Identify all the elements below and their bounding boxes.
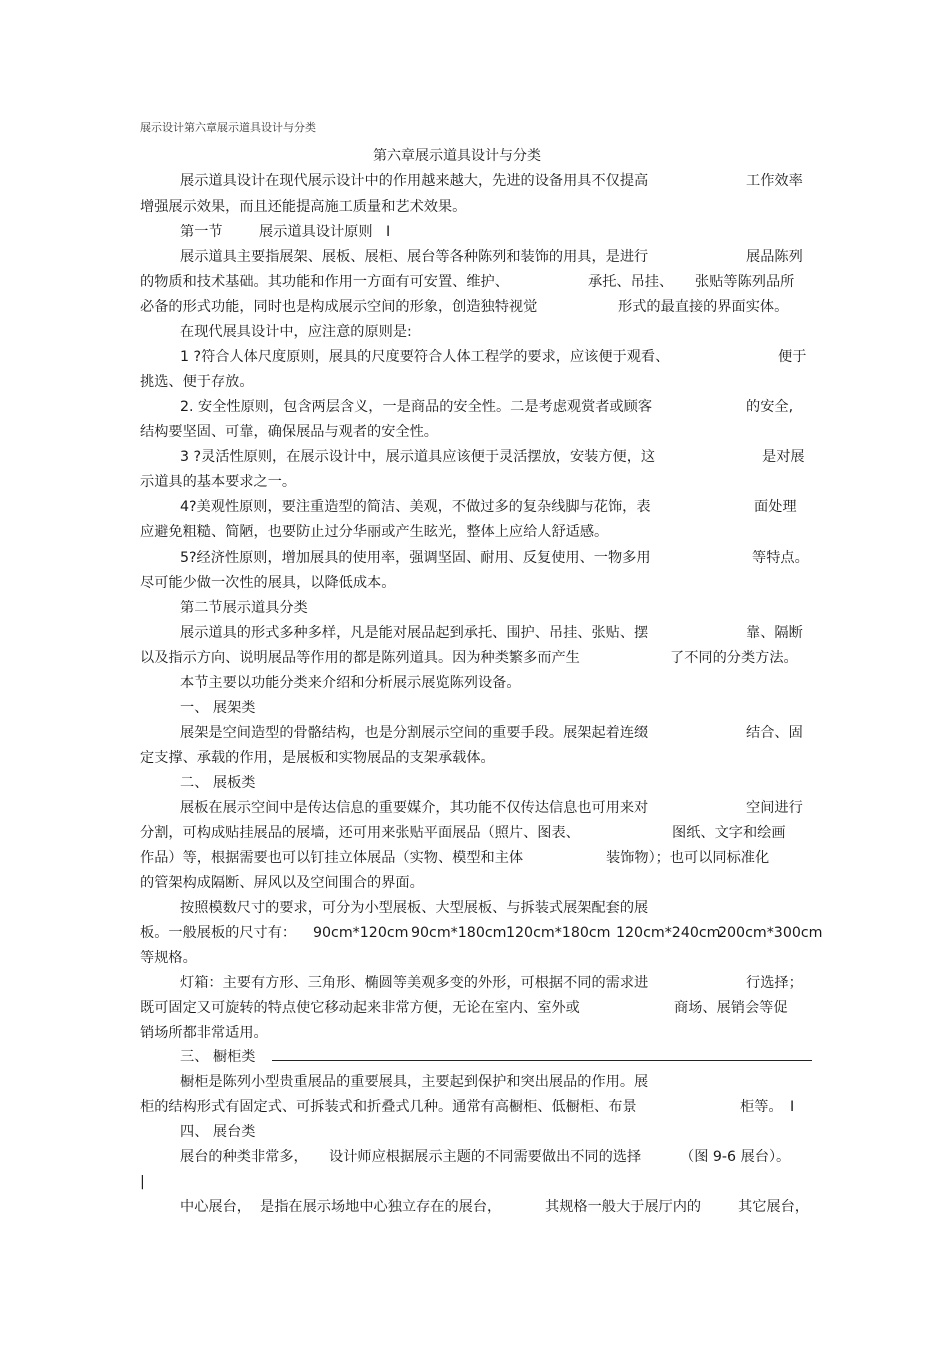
text-line: 柜的结构形式有固定式、可拆装式和折叠式几种。通常有高橱柜、低橱柜、布景 (140, 1099, 637, 1115)
text-line: 4?美观性原则，要注重造型的简洁、美观，不做过多的复杂线脚与花饰，表 (180, 499, 651, 515)
text-line: 形式的最直接的界面实体。 (618, 299, 789, 315)
text-line: 装饰物）；也可以同标准化 (606, 850, 770, 866)
text-line: 分割，可构成贴挂展品的展墙，还可用来张贴平面展品（照片、图表、 (140, 825, 580, 841)
text-line: 展示道具主要指展架、展板、展柜、展台等各种陈列和装饰的用具，是进行 (180, 249, 649, 265)
text-line: 5?经济性原则，增加展具的使用率，强调坚固、耐用、反复使用、一物多用 (180, 550, 651, 566)
text-line: （图 9-6 展台）。 (680, 1149, 791, 1165)
text-line: 展品陈列 (746, 249, 803, 265)
size-spec: 120cm*240cm (616, 925, 721, 941)
text-line: 销场所都非常适用。 (140, 1025, 268, 1041)
text-line: 板。一般展板的尺寸有： (140, 925, 297, 941)
size-spec: 90cm*180cm (411, 925, 507, 941)
text-line: 设计师应根据展示主题的不同需要做出不同的选择 (329, 1149, 642, 1165)
text-line: 增强展示效果，而且还能提高施工质量和艺术效果。 (140, 199, 467, 215)
text-line: 行选择； (746, 975, 803, 991)
text-line: 必备的形式功能，同时也是构成展示空间的形象，创造独特视觉 (140, 299, 538, 315)
text-line: 结合、固 (746, 725, 803, 741)
text-line: 橱柜是陈列小型贵重展品的重要展具，主要起到保护和突出展品的作用。展 (180, 1074, 649, 1090)
text-line: 中心展台， (180, 1199, 251, 1215)
section-heading: 第二节展示道具分类 (180, 600, 308, 616)
text-line: 展台的种类非常多， (180, 1149, 308, 1165)
text-line: 是对展 (762, 449, 805, 465)
text-line: 其它展台， (738, 1199, 809, 1215)
text-line: 等规格。 (140, 950, 197, 966)
text-line: 作品）等，根据需要也可以钉挂立体展品（实物、模型和主体 (140, 850, 524, 866)
text-line: I (386, 224, 391, 240)
text-line: 结构要坚固、可靠，确保展品与观者的安全性。 (140, 424, 438, 440)
text-line: 面处理 (754, 499, 797, 515)
chapter-title: 第六章展示道具设计与分类 (373, 148, 541, 164)
text-line: 1 ?符合人体尺度原则，展具的尺度要符合人体工程学的要求，应该便于观看、 (180, 349, 670, 365)
text-line: 其规格一般大于展厅内的 (545, 1199, 702, 1215)
size-spec: 120cm*180cm (506, 925, 611, 941)
text-line: 等特点。 (752, 550, 809, 566)
text-line: 示道具的基本要求之一。 (140, 474, 297, 490)
size-spec: 90cm*120cm (313, 925, 409, 941)
text-line: 工作效率 (746, 173, 803, 189)
text-line: 按照模数尺寸的要求，可分为小型展板、大型展板、与拆装式展架配套的展 (180, 900, 649, 916)
section-heading: 展示道具设计原则 (259, 224, 373, 240)
text-line: 定支撑、承载的作用，是展板和实物展品的支架承载体。 (140, 750, 495, 766)
subsection-heading: 四、 展台类 (180, 1124, 256, 1140)
text-line: 的管架构成隔断、屏风以及空间围合的界面。 (140, 875, 424, 891)
text-line: 尽可能少做一次性的展具，以降低成本。 (140, 575, 396, 591)
text-line: 是指在展示场地中心独立存在的展台， (260, 1199, 502, 1215)
text-line: 既可固定又可旋转的特点使它移动起来非常方便，无论在室内、室外或 (140, 1000, 580, 1016)
text-line: 挑选、便于存放。 (140, 374, 254, 390)
subsection-heading: 三、 橱柜类 (180, 1049, 256, 1065)
text-line: 柜等。 (740, 1099, 783, 1115)
subsection-heading: 二、 展板类 (180, 775, 256, 791)
text-line: 的安全, (746, 399, 794, 415)
text-line: 3 ?灵活性原则，在展示设计中，展示道具应该便于灵活摆放，安装方便，这 (180, 449, 656, 465)
section-heading: 第一节 (180, 224, 223, 240)
heading-rule (272, 1060, 812, 1061)
text-line: 在现代展具设计中，应注意的原则是: (180, 324, 412, 340)
text-line: 便于 (778, 349, 807, 365)
text-line: 本节主要以功能分类来介绍和分析展示展览陈列设备。 (180, 675, 521, 691)
text-line: 应避免粗糙、简陋，也要防止过分华丽或产生眩光，整体上应给人舒适感。 (140, 524, 609, 540)
text-line: 展示道具的形式多种多样，凡是能对展品起到承托、围护、吊挂、张贴、摆 (180, 625, 649, 641)
running-header: 展示设计第六章展示道具设计与分类 (140, 121, 316, 134)
text-line: 以及指示方向、说明展品等作用的都是陈列道具。因为种类繁多而产生 (140, 650, 580, 666)
text-line: 2. 安全性原则，包含两层含义，一是商品的安全性。二是考虑观赏者或顾客 (180, 399, 653, 415)
subsection-heading: 一、 展架类 (180, 700, 256, 716)
text-line: 展架是空间造型的骨骼结构，也是分割展示空间的重要手段。展架起着连缀 (180, 725, 649, 741)
text-line: 空间进行 (746, 800, 803, 816)
size-spec: 200cm*300cm (718, 925, 823, 941)
text-line: 了不同的分类方法。 (670, 650, 798, 666)
text-line: I (790, 1099, 795, 1115)
text-line: 展板在展示空间中是传达信息的重要媒介，其功能不仅传达信息也可用来对 (180, 800, 649, 816)
text-line: 图纸、文字和绘画 (672, 825, 786, 841)
text-line: 商场、展销会等促 (674, 1000, 788, 1016)
text-line: 承托、吊挂、 (588, 274, 674, 290)
text-line: 灯箱：主要有方形、三角形、椭圆等美观多变的外形，可根据不同的需求进 (180, 975, 649, 991)
text-line: 的物质和技术基础。其功能和作用一方面有可安置、维护、 (140, 274, 509, 290)
text-line: | (140, 1174, 145, 1190)
text-line: 靠、隔断 (746, 625, 803, 641)
text-line: 展示道具设计在现代展示设计中的作用越来越大，先进的设备用具不仅提高 (180, 173, 649, 189)
text-line: 张贴等陈列品所 (695, 274, 795, 290)
